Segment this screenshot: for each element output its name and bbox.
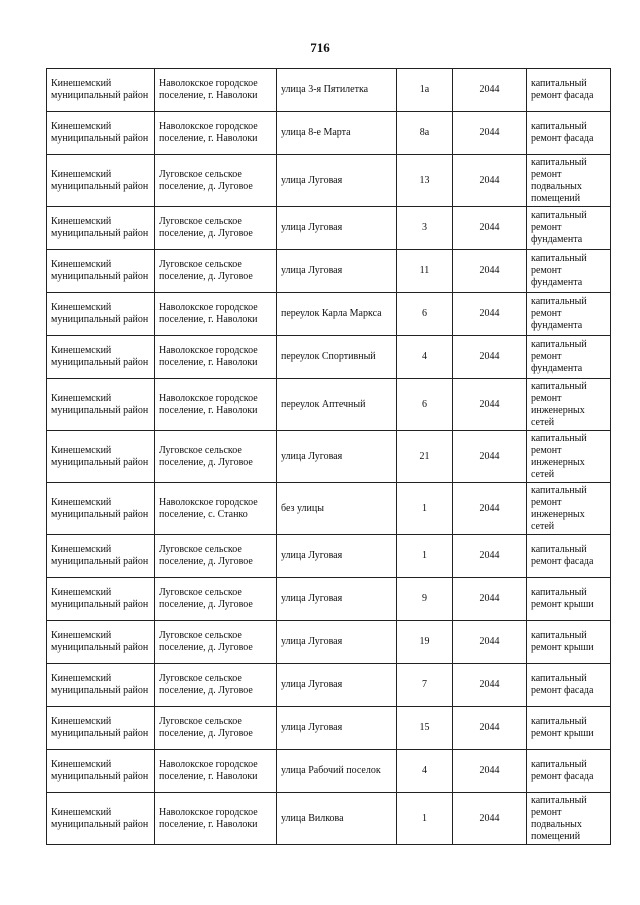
year-cell: 2044 (453, 664, 527, 707)
district-cell: Кинешемский муниципальный район (47, 293, 155, 336)
street-cell: без улицы (277, 483, 397, 535)
work-type-cell: капитальный ремонт инженерных сетей (527, 431, 611, 483)
year-cell: 2044 (453, 793, 527, 845)
work-type-cell: капитальный ремонт фундамента (527, 207, 611, 250)
work-type-cell: капитальный ремонт фундамента (527, 293, 611, 336)
street-cell: переулок Спортивный (277, 336, 397, 379)
street-cell: улица Рабочий поселок (277, 750, 397, 793)
settlement-cell: Наволокское городское поселение, г. Наволоки (155, 379, 277, 431)
district-cell: Кинешемский муниципальный район (47, 431, 155, 483)
street-cell: улица 8-е Марта (277, 112, 397, 155)
work-type-cell: капитальный ремонт фасада (527, 750, 611, 793)
street-cell: улица Луговая (277, 664, 397, 707)
district-cell: Кинешемский муниципальный район (47, 793, 155, 845)
house-number-cell: 11 (397, 250, 453, 293)
house-number-cell: 4 (397, 750, 453, 793)
house-number-cell: 13 (397, 155, 453, 207)
street-cell: улица Луговая (277, 207, 397, 250)
house-number-cell: 1 (397, 793, 453, 845)
street-cell: улица Луговая (277, 155, 397, 207)
settlement-cell: Наволокское городское поселение, г. Наволоки (155, 793, 277, 845)
settlement-cell: Луговское сельское поселение, д. Луговое (155, 578, 277, 621)
work-type-cell: капитальный ремонт крыши (527, 578, 611, 621)
street-cell: улица 3-я Пятилетка (277, 69, 397, 112)
work-type-cell: капитальный ремонт подвальных помещений (527, 155, 611, 207)
work-type-cell: капитальный ремонт подвальных помещений (527, 793, 611, 845)
district-cell: Кинешемский муниципальный район (47, 621, 155, 664)
year-cell: 2044 (453, 69, 527, 112)
year-cell: 2044 (453, 112, 527, 155)
work-type-cell: капитальный ремонт фундамента (527, 336, 611, 379)
house-number-cell: 1а (397, 69, 453, 112)
house-number-cell: 6 (397, 293, 453, 336)
district-cell: Кинешемский муниципальный район (47, 155, 155, 207)
house-number-cell: 7 (397, 664, 453, 707)
settlement-cell: Наволокское городское поселение, г. Наволоки (155, 293, 277, 336)
district-cell: Кинешемский муниципальный район (47, 750, 155, 793)
settlement-cell: Луговское сельское поселение, д. Луговое (155, 621, 277, 664)
year-cell: 2044 (453, 336, 527, 379)
table-row (47, 250, 611, 293)
year-cell: 2044 (453, 483, 527, 535)
work-type-cell: капитальный ремонт фасада (527, 112, 611, 155)
table-row (47, 578, 611, 621)
work-type-cell: капитальный ремонт фасада (527, 69, 611, 112)
settlement-cell: Наволокское городское поселение, г. Наволоки (155, 112, 277, 155)
street-cell: переулок Карла Маркса (277, 293, 397, 336)
year-cell: 2044 (453, 578, 527, 621)
year-cell: 2044 (453, 207, 527, 250)
district-cell: Кинешемский муниципальный район (47, 207, 155, 250)
table-row (47, 483, 611, 535)
house-number-cell: 1 (397, 535, 453, 578)
work-type-cell: капитальный ремонт фасада (527, 535, 611, 578)
year-cell: 2044 (453, 431, 527, 483)
street-cell: улица Луговая (277, 707, 397, 750)
year-cell: 2044 (453, 621, 527, 664)
house-number-cell: 3 (397, 207, 453, 250)
settlement-cell: Луговское сельское поселение, д. Луговое (155, 250, 277, 293)
house-number-cell: 4 (397, 336, 453, 379)
house-number-cell: 21 (397, 431, 453, 483)
page-number: 716 (310, 40, 330, 55)
district-cell: Кинешемский муниципальный район (47, 250, 155, 293)
settlement-cell: Наволокское городское поселение, г. Наволоки (155, 69, 277, 112)
house-number-cell: 9 (397, 578, 453, 621)
work-type-cell: капитальный ремонт инженерных сетей (527, 379, 611, 431)
work-type-cell: капитальный ремонт фундамента (527, 250, 611, 293)
work-type-cell: капитальный ремонт фасада (527, 664, 611, 707)
settlement-cell: Наволокское городское поселение, г. Наволоки (155, 750, 277, 793)
table-row (47, 750, 611, 793)
street-cell: улица Луговая (277, 578, 397, 621)
settlement-cell: Наволокское городское поселение, с. Станко (155, 483, 277, 535)
year-cell: 2044 (453, 750, 527, 793)
street-cell: улица Луговая (277, 431, 397, 483)
work-type-cell: капитальный ремонт инженерных сетей (527, 483, 611, 535)
street-cell: улица Вилкова (277, 793, 397, 845)
district-cell: Кинешемский муниципальный район (47, 69, 155, 112)
house-number-cell: 15 (397, 707, 453, 750)
street-cell: улица Луговая (277, 621, 397, 664)
year-cell: 2044 (453, 155, 527, 207)
district-cell: Кинешемский муниципальный район (47, 707, 155, 750)
district-cell: Кинешемский муниципальный район (47, 336, 155, 379)
house-number-cell: 19 (397, 621, 453, 664)
house-number-cell: 1 (397, 483, 453, 535)
table-row (47, 112, 611, 155)
table-row (47, 707, 611, 750)
work-type-cell: капитальный ремонт крыши (527, 707, 611, 750)
table-row (47, 664, 611, 707)
year-cell: 2044 (453, 535, 527, 578)
year-cell: 2044 (453, 379, 527, 431)
settlement-cell: Луговское сельское поселение, д. Луговое (155, 431, 277, 483)
street-cell: переулок Аптечный (277, 379, 397, 431)
table-row (47, 155, 611, 207)
year-cell: 2044 (453, 250, 527, 293)
settlement-cell: Наволокское городское поселение, г. Наволоки (155, 336, 277, 379)
settlement-cell: Луговское сельское поселение, д. Луговое (155, 155, 277, 207)
house-number-cell: 6 (397, 379, 453, 431)
year-cell: 2044 (453, 293, 527, 336)
repair-schedule-table (46, 68, 611, 845)
year-cell: 2044 (453, 707, 527, 750)
settlement-cell: Луговское сельское поселение, д. Луговое (155, 207, 277, 250)
table-row (47, 293, 611, 336)
district-cell: Кинешемский муниципальный район (47, 483, 155, 535)
table-row (47, 336, 611, 379)
table-row (47, 431, 611, 483)
district-cell: Кинешемский муниципальный район (47, 578, 155, 621)
work-type-cell: капитальный ремонт крыши (527, 621, 611, 664)
table-row (47, 69, 611, 112)
table-row (47, 535, 611, 578)
settlement-cell: Луговское сельское поселение, д. Луговое (155, 535, 277, 578)
table-row (47, 793, 611, 845)
district-cell: Кинешемский муниципальный район (47, 535, 155, 578)
house-number-cell: 8а (397, 112, 453, 155)
table-row (47, 621, 611, 664)
street-cell: улица Луговая (277, 250, 397, 293)
street-cell: улица Луговая (277, 535, 397, 578)
settlement-cell: Луговское сельское поселение, д. Луговое (155, 707, 277, 750)
settlement-cell: Луговское сельское поселение, д. Луговое (155, 664, 277, 707)
table-row (47, 207, 611, 250)
district-cell: Кинешемский муниципальный район (47, 379, 155, 431)
district-cell: Кинешемский муниципальный район (47, 112, 155, 155)
table-row (47, 379, 611, 431)
district-cell: Кинешемский муниципальный район (47, 664, 155, 707)
